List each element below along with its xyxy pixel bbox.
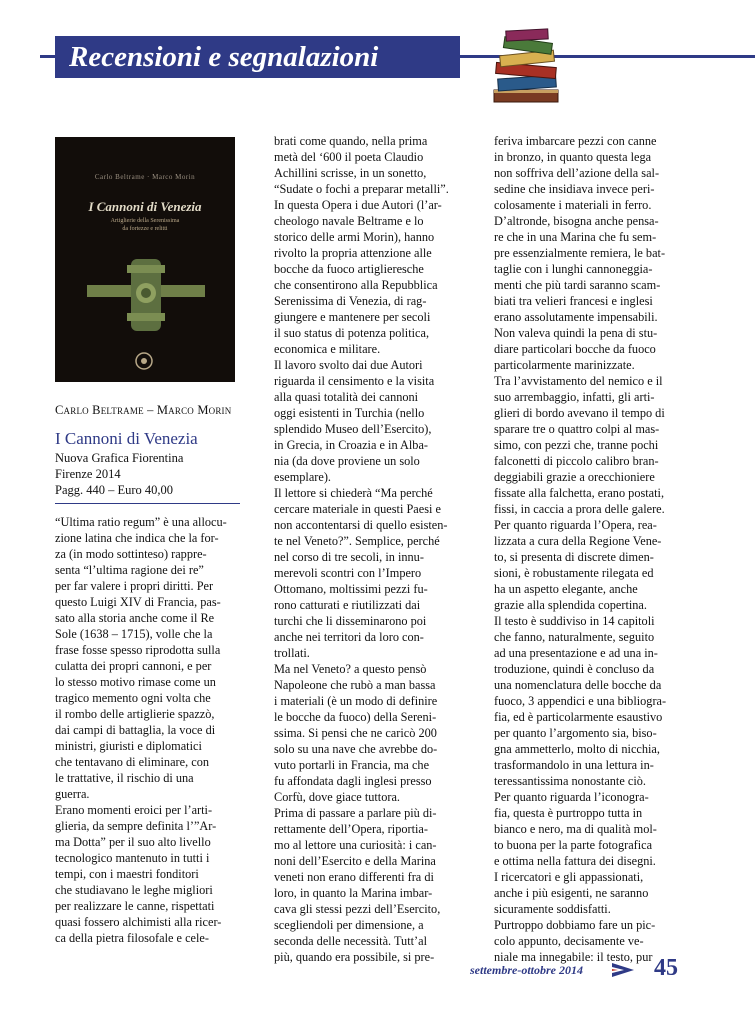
text-line: fu affondata dagli inglesi presso	[274, 774, 432, 788]
text-line: I ricercatori e gli appassionati,	[494, 870, 644, 884]
text-line: fia, ed è particolarmente esaustivo	[494, 710, 663, 724]
section-title: Recensioni e segnalazioni	[55, 36, 460, 78]
book-meta	[55, 450, 240, 498]
text-line: simo, con pezzi che, tranne pochi	[494, 438, 659, 452]
text-line: zione latina che indica che la for-	[55, 531, 219, 545]
text-line: i materiali (è un modo di definire	[274, 694, 438, 708]
text-line: cava gli stessi pezzi dell’Esercito,	[274, 902, 441, 916]
text-line: sato alla storia anche come il Re	[55, 611, 215, 625]
text-line: riguarda il censimento e la visita	[274, 374, 435, 388]
text-line: veneti non erano differenti fra di	[274, 870, 434, 884]
text-line: glieria, da sempre definita l’”Ar-	[55, 819, 217, 833]
text-line: trasformandolo in una lettura in-	[494, 758, 654, 772]
text-line: biati tra velieri francesi e inglesi	[494, 294, 653, 308]
text-line: fissate alla falchetta, erano postati,	[494, 486, 665, 500]
text-line: turchi che li disseminarono poi	[274, 614, 427, 628]
text-line: per quanto l’argomento sia, biso-	[494, 726, 657, 740]
cover-title: I Cannoni di Venezia	[88, 199, 202, 214]
text-line: Il lettore si chiederà “Ma perché	[274, 486, 433, 500]
text-column-3	[494, 133, 688, 965]
text-line: nel corso di tre secoli, in innu-	[274, 550, 424, 564]
text-line: cercare materiale in questi Paesi e	[274, 502, 441, 516]
text-line: Il lavoro svolto dai due Autori	[274, 358, 423, 372]
text-line: dai campi di battaglia, la voce di	[55, 723, 216, 737]
text-line: Napoleone che rubò a man bassa	[274, 678, 436, 692]
text-line: senta “l’ultima ragione dei re”	[55, 563, 204, 577]
text-line: che tentavano di eliminare, con	[55, 755, 209, 769]
cover-author: Carlo Beltrame · Marco Morin	[94, 173, 196, 181]
page-number: 45	[654, 955, 678, 981]
text-line: economica e militare.	[274, 342, 381, 356]
text-line: Erano momenti eroici per l’arti-	[55, 803, 213, 817]
text-line: solo su una nave che avrebbe do-	[274, 742, 438, 756]
text-line: ha un aspetto elegante, anche	[494, 582, 638, 596]
text-line: niale ma innegabile: il testo, pur	[494, 950, 653, 964]
text-line: suo arrembaggio, infatti, gli arti-	[494, 390, 655, 404]
book-pages-price: Pagg. 440 – Euro 40,00	[55, 483, 174, 497]
pennant-flag-icon	[610, 960, 636, 980]
text-line: grazie alla splendida copertina.	[494, 598, 647, 612]
text-line: bianco e nero, ma di qualità mol-	[494, 822, 657, 836]
text-line: troduzione, quindi è concluso da	[494, 662, 655, 676]
text-line: Per quanto riguarda l’iconogra-	[494, 790, 649, 804]
text-line: che fanno, naturalmente, seguito	[494, 630, 655, 644]
text-line: in Grecia, in Croazia e in Alba-	[274, 438, 428, 452]
text-line: tragico memento ogni volta che	[55, 691, 211, 705]
text-line: D’altronde, bisogna anche pensa-	[494, 214, 659, 228]
book-title: I Cannoni di Venezia	[55, 429, 198, 448]
text-line: cheologo navale Beltrame e lo	[274, 214, 424, 228]
text-line: Prima di passare a parlare più di-	[274, 806, 437, 820]
text-line: scegliendoli per dimensione, a	[274, 918, 424, 932]
text-column-2	[274, 133, 464, 965]
text-line: taglie con i lunghi cannoneggia-	[494, 262, 653, 276]
text-line: guerra.	[55, 787, 90, 801]
text-line: gna ammetterlo, molto di nicchia,	[494, 742, 660, 756]
text-line: rettamente dell’Opera, riportia-	[274, 822, 428, 836]
issue-date: settembre-ottobre 2014	[470, 963, 583, 977]
text-line: Per quanto riguarda l’Opera, rea-	[494, 518, 657, 532]
text-line: alla quasi totalità dei cannoni	[274, 390, 419, 404]
cover-subtitle-line-2: da fortezze e relitti	[122, 226, 168, 232]
text-line: to, si presenta di discrete dimen-	[494, 550, 654, 564]
text-line: il rombo delle artiglierie spazzò,	[55, 707, 215, 721]
text-line: brati come quando, nella prima	[274, 134, 428, 148]
text-line: menti che più tardi saranno scam-	[494, 278, 661, 292]
text-line: splendido Museo dell’Esercito),	[274, 422, 432, 436]
publisher-logo	[134, 351, 154, 371]
text-line: una nomenclatura delle bocche da	[494, 678, 662, 692]
text-line: fuoco, 3 appendici e una bibliogra-	[494, 694, 667, 708]
text-line: le bocche da fuoco) della Sereni-	[274, 710, 437, 724]
text-line: in bronzo, in quanto questa lega	[494, 150, 652, 164]
text-line: lo stesso motivo rimase come un	[55, 675, 216, 689]
text-line: oggi esistenti in Turchia (nello	[274, 406, 425, 420]
text-line: frase fosse spesso riprodotta sulla	[55, 643, 221, 657]
text-line: Non valeva quindi la pena di stu-	[494, 326, 658, 340]
text-line: vuto portarli in Francia, ma che	[274, 758, 430, 772]
text-line: deggiabili grazie a orecchioniere	[494, 470, 655, 484]
text-line: più, quando era possibile, si pre-	[274, 950, 435, 964]
text-line: sparare tre o quattro colpi al mas-	[494, 422, 660, 436]
text-line: fia, questa è purtroppo tutta in	[494, 806, 643, 820]
text-line: e ottima nella fattura dei disegni.	[494, 854, 656, 868]
text-line: non accontentarsi di quello esisten-	[274, 518, 448, 532]
text-line: Ma nel Veneto? a questo pensò	[274, 662, 427, 676]
text-line: trollati.	[274, 646, 310, 660]
text-line: Tra l’avvistamento del nemico e il	[494, 374, 663, 388]
text-line: noni dell’Esercito e della Marina	[274, 854, 436, 868]
book-place-year: Firenze 2014	[55, 467, 121, 481]
text-line: feriva imbarcare pezzi con canne	[494, 134, 657, 148]
stacked-books-icon	[488, 28, 566, 108]
text-line: particolarmente marinizzate.	[494, 358, 635, 372]
text-line: pre essenzialmente remiera, le bat-	[494, 246, 666, 260]
text-column-1	[55, 514, 245, 946]
book-publisher: Nuova Grafica Fiorentina	[55, 451, 184, 465]
text-line: non soffriva dell’azione della sal-	[494, 166, 660, 180]
text-line: rivolto la propria attenzione alle	[274, 246, 432, 260]
text-line: colosamente i materiali in ferro.	[494, 198, 652, 212]
text-line: le trattative, il rischio di una	[55, 771, 194, 785]
text-line: te nel Veneto?”. Semplice, perché	[274, 534, 440, 548]
cover-subtitle-line-1: Artiglierie della Serenissima	[110, 218, 180, 224]
text-line: diare particolari bocche da fuoco	[494, 342, 656, 356]
text-line: to buona per la parte fotografica	[494, 838, 653, 852]
text-line: glieri di bordo avevano il tempo di	[494, 406, 665, 420]
text-line: erano assolutamente impensabili.	[494, 310, 658, 324]
text-line: za (in modo sottinteso) rappre-	[55, 547, 207, 561]
text-line: ad una presentazione e ad una in-	[494, 646, 658, 660]
text-line: anche i più esigenti, ne saranno	[494, 886, 649, 900]
text-line: bocche da fuoco artiglieresche	[274, 262, 424, 276]
text-line: seconda delle necessità. Tutt’al	[274, 934, 427, 948]
text-line: che consentirono alla Repubblica	[274, 278, 438, 292]
text-line: metà del ‘600 il poeta Claudio	[274, 150, 424, 164]
text-line: In questa Opera i due Autori (l’ar-	[274, 198, 442, 212]
text-line: questo Luigi XIV di Francia, pas-	[55, 595, 221, 609]
text-line: “Sudate o fochi a preparar metalli”.	[274, 182, 449, 196]
text-line: per realizzare le canne, rispettati	[55, 899, 215, 913]
text-line: Serenissima di Venezia, di rag-	[274, 294, 427, 308]
text-line: Achillini scrisse, in un sonetto,	[274, 166, 427, 180]
book-cover-image	[55, 137, 235, 382]
text-line: fissi, in caccia a prora delle galere.	[494, 502, 665, 516]
text-line: anche nei territori da loro con-	[274, 630, 424, 644]
text-line: Sole (1638 – 1715), volle che la	[55, 627, 213, 641]
text-line: colo appunto, decisamente ve-	[494, 934, 644, 948]
text-line: giungere e mantenere per secoli	[274, 310, 431, 324]
text-line: Ottomano, moltissimi pezzi fu-	[274, 582, 428, 596]
text-line: ssima. Si pensi che ne caricò 200	[274, 726, 437, 740]
text-line: sicuramente soddisfatti.	[494, 902, 611, 916]
text-line: tempi, con i maestri fonditori	[55, 867, 199, 881]
text-line: quasi fossero alchimisti alla ricer-	[55, 915, 222, 929]
text-line: che studiavano le leghe migliori	[55, 883, 213, 897]
text-line: merevoli scontri con l’Impero	[274, 566, 422, 580]
text-line: lizzata a cura della Regione Vene-	[494, 534, 662, 548]
text-line: loro, in quanto la Marina imbar-	[274, 886, 433, 900]
text-line: falconetti di piccolo calibro bran-	[494, 454, 659, 468]
text-line: ministri, giuristi e diplomatici	[55, 739, 202, 753]
text-line: Il testo è suddiviso in 14 capitoli	[494, 614, 655, 628]
meta-divider	[55, 503, 240, 504]
text-line: esemplare).	[274, 470, 332, 484]
text-line: nia (da dove proviene un solo	[274, 454, 420, 468]
cannon-illustration	[87, 255, 205, 335]
text-line: sedine che insidiava invece peri-	[494, 182, 655, 196]
text-line: Corfù, dove giace tuttora.	[274, 790, 401, 804]
text-line: rono catturati e riutilizzati dai	[274, 598, 421, 612]
text-line: storico delle armi Morin), hanno	[274, 230, 435, 244]
book-authors: Carlo Beltrame – Marco Morin	[55, 403, 232, 417]
cover-subtitle	[55, 217, 235, 233]
text-line: ca della pietra filosofale e cele-	[55, 931, 209, 945]
text-line: “Ultima ratio regum” è una allocu-	[55, 515, 227, 529]
text-line: Purtroppo dobbiamo fare un pic-	[494, 918, 656, 932]
text-line: teressantissima nonostante ciò.	[494, 774, 646, 788]
text-line: culatta dei propri cannoni, e per	[55, 659, 212, 673]
text-line: ma Dotta” per il suo alto livello	[55, 835, 211, 849]
text-line: re che in una Marina che fu sem-	[494, 230, 657, 244]
text-line: sioni, è robustamente rilegata ed	[494, 566, 654, 580]
text-line: tecnologico mantenuto in tutti i	[55, 851, 210, 865]
text-line: il suo status di potenza politica,	[274, 326, 430, 340]
text-line: mo al lettore una curiosità: i can-	[274, 838, 437, 852]
text-line: per far valere i propri diritti. Per	[55, 579, 214, 593]
